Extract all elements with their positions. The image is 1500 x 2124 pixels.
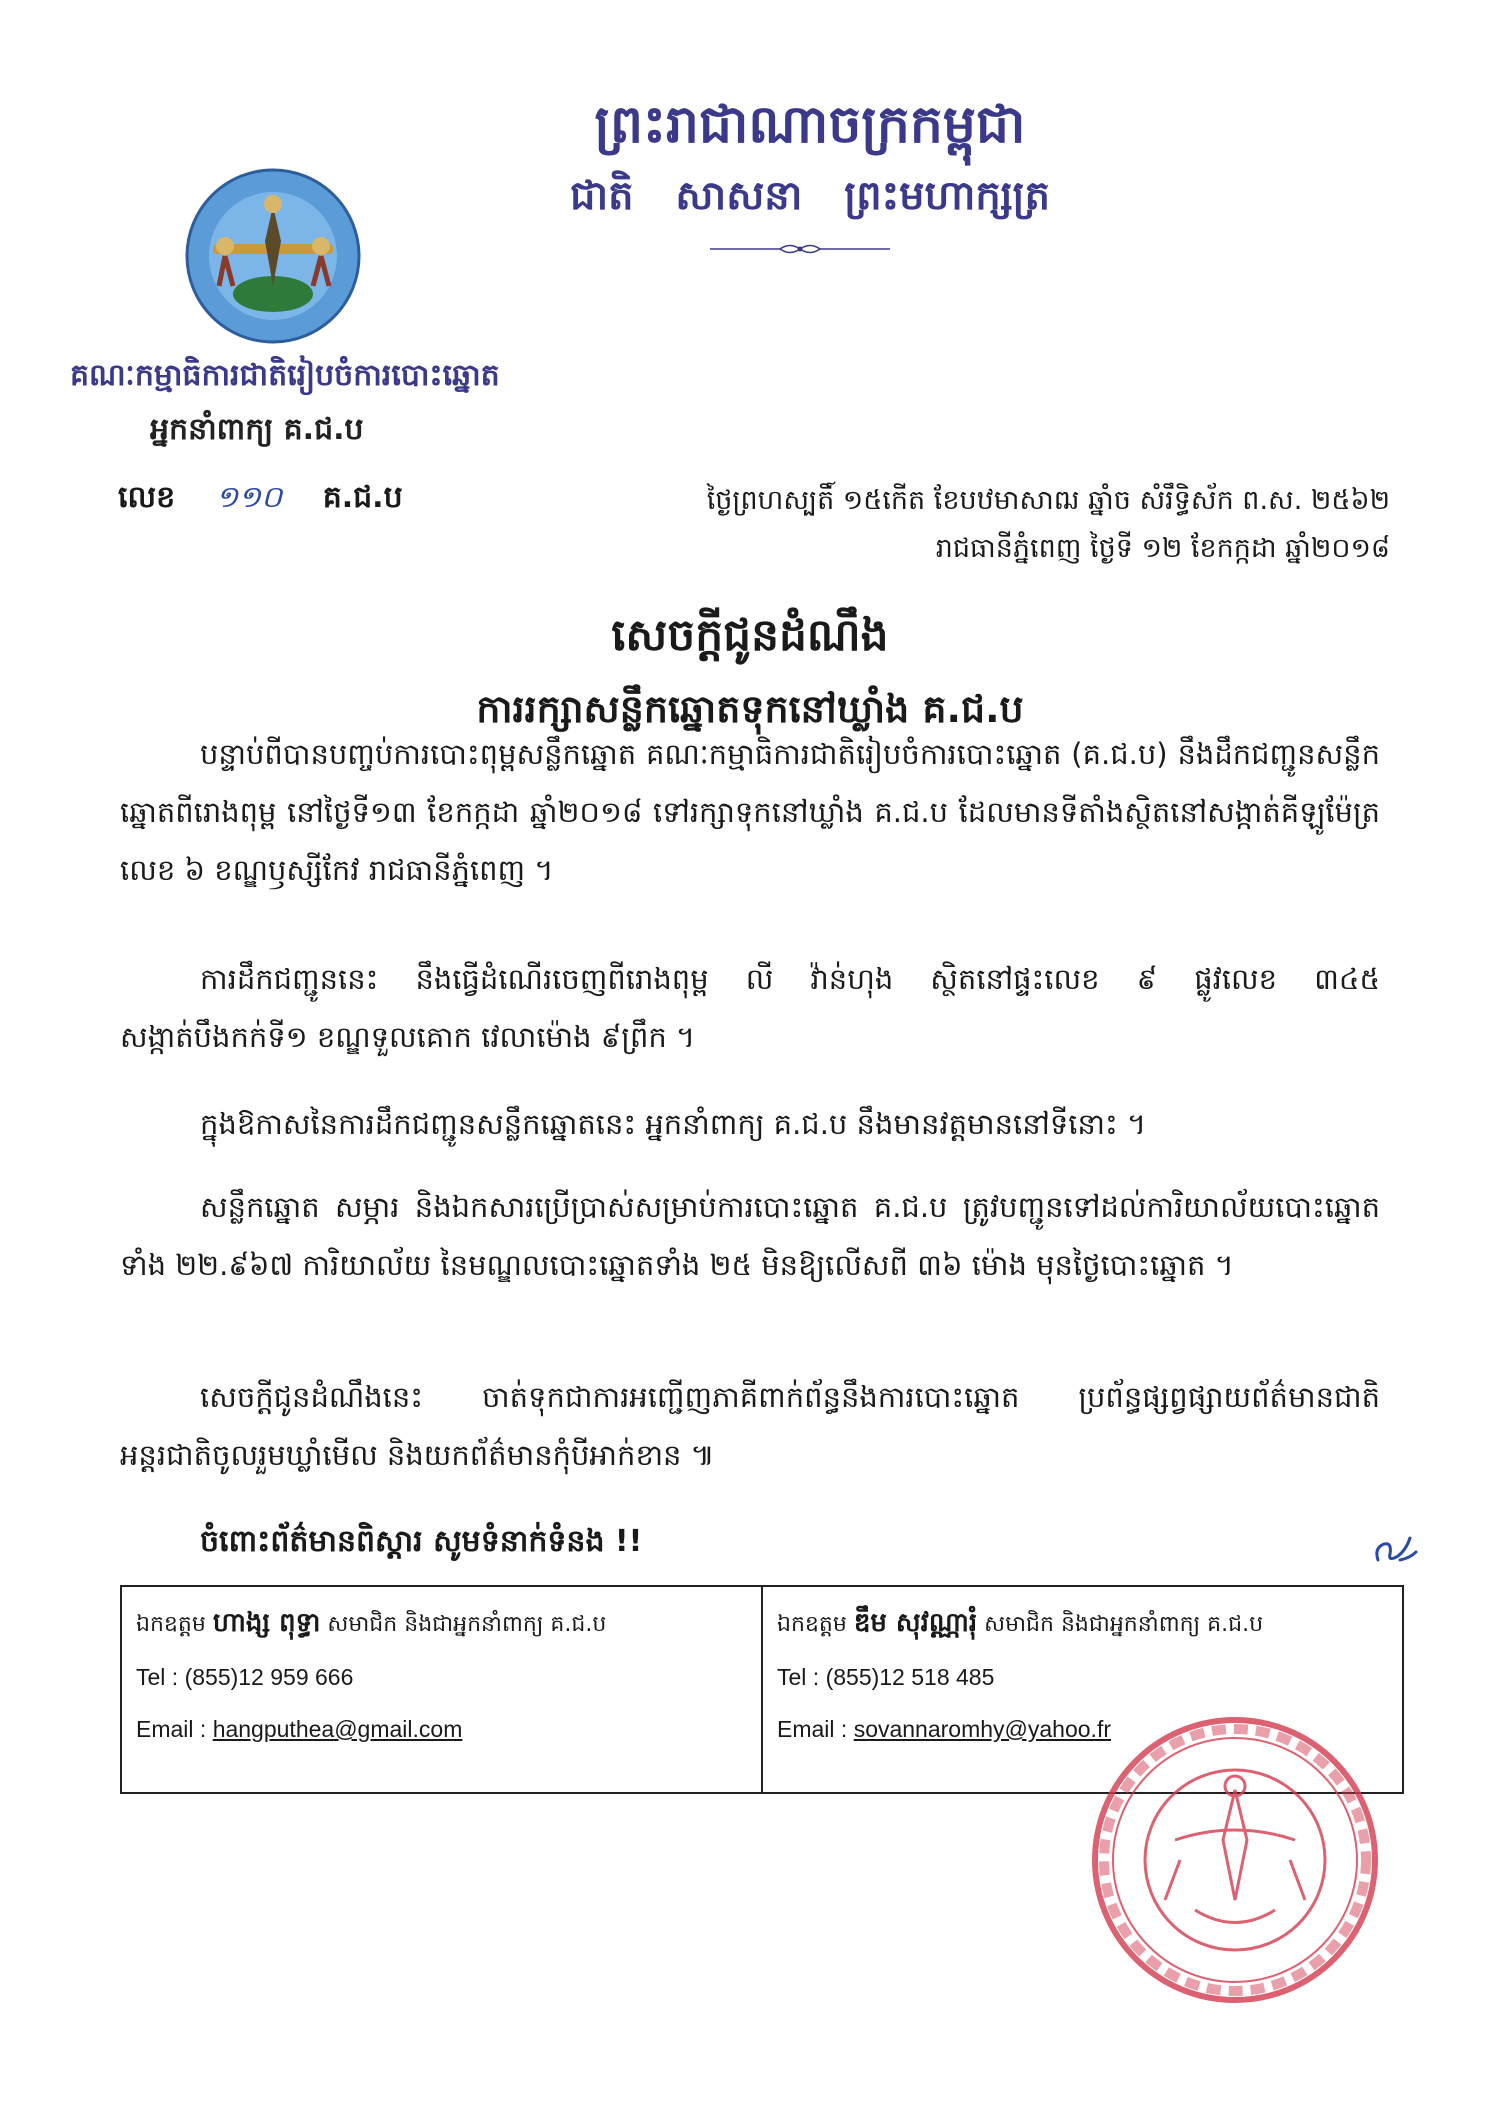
paragraph-text: ការដឹកជញ្ជូននេះ នឹងធ្វើដំណើរចេញពីរោងពុម្ព លី វ៉ាន់ហុង ស្ថិតនៅផ្ទះលេខ ៩ ផ្លូវលេខ ៣៤៥ សង្កាត់បឹងកក់ទី១ ខណ្ឌទួលគោក វេលាម៉ោង ៩ព្រឹក ។	[120, 962, 1380, 1054]
body-paragraph	[120, 1178, 1380, 1294]
paragraph-text: សន្លឹកឆ្នោត សម្ភារ និងឯកសារប្រើប្រាស់សម្រាប់ការបោះឆ្នោត គ.ជ.ប ត្រូវបញ្ជូនទៅដល់ការិយាល័យបោះឆ្នោតទាំង ២២.៩៦៧ ការិយាល័យ នៃមណ្ឌលបោះឆ្នោតទាំង ២៥ មិនឱ្យលើសពី ៣៦ ម៉ោង មុនថ្ងៃបោះឆ្នោត ។	[120, 1190, 1380, 1282]
document-title: សេចក្ដីជូនដំណឹង	[611, 610, 889, 661]
body-paragraph	[120, 950, 1380, 1066]
department-name: អ្នកនាំពាក្យ គ.ជ.ប	[150, 412, 364, 447]
contact-role: សមាជិក និងជាអ្នកនាំពាក្យ គ.ជ.ប	[984, 1612, 1264, 1637]
body-paragraph	[120, 1095, 1380, 1153]
contact-tel: Tel : (855)12 518 485	[777, 1664, 995, 1690]
contact-email-label: Email :	[136, 1716, 213, 1742]
lunar-date: ថ្ងៃព្រហស្បតិ៍ ១៥កើត ខែបឋមាសាឍ ឆ្នាំច សំរឹទ្ធិស័ក ព.ស. ២៥៦២	[706, 485, 1390, 516]
contact-name: ហាង្ស ពុទ្ធា	[212, 1608, 321, 1638]
kingdom-heading: ព្រះរាជាណាចក្រកម្ពុជា	[594, 95, 1026, 155]
contact-name: ឌឹម សុវណ្ណារុំ	[853, 1608, 978, 1638]
solar-date: រាជធានីភ្នំពេញ ថ្ងៃទី ១២ ខែកក្កដា ឆ្នាំ២០១៨	[935, 533, 1390, 564]
paragraph-text: សេចក្ដីជូនដំណឹងនេះ ចាត់ទុកជាការអញ្ជើញភាគីពាក់ព័ន្ធនឹងការបោះឆ្នោត ប្រព័ន្ធផ្សព្វផ្សាយព័ត៌មានជាតិ អន្តរជាតិចូលរួមឃ្លាំមើល និងយកព័ត៌មានកុំបីអាក់ខាន ៕	[120, 1380, 1380, 1472]
contact-prefix: ឯកឧត្តម	[136, 1612, 206, 1637]
contact-heading	[136, 1597, 747, 1651]
contact-prefix: ឯកឧត្តម	[777, 1612, 847, 1637]
contact-role: សមាជិក និងជាអ្នកនាំពាក្យ គ.ជ.ប	[327, 1612, 607, 1637]
paragraph-text: ក្នុងឱកាសនៃការដឹកជញ្ជូនសន្លឹកឆ្នោតនេះ អ្នកនាំពាក្យ គ.ជ.ប នឹងមានវត្តមាននៅទីនោះ ។	[200, 1107, 1147, 1141]
national-motto: ជាតិ សាសនា ព្រះមហាក្សត្រ	[570, 173, 1050, 219]
contact-tel: Tel : (855)12 959 666	[136, 1664, 354, 1690]
contact-email-link[interactable]: hangputhea@gmail.com	[212, 1716, 463, 1742]
closing-line: ចំពោះព័ត៌មានពិស្តារ សូមទំនាក់ទំនង !!	[200, 1524, 643, 1559]
document-number	[118, 478, 403, 522]
organization-name: គណៈកម្មាធិការជាតិរៀបចំការបោះឆ្នោត	[70, 358, 500, 393]
nec-emblem-icon	[183, 166, 363, 346]
contact-email-label: Email :	[777, 1716, 854, 1742]
official-seal-icon	[1085, 1710, 1385, 2010]
contact-card	[122, 1587, 761, 1792]
contact-email-row	[136, 1703, 747, 1755]
body-paragraph	[120, 725, 1380, 899]
contact-heading	[777, 1597, 1388, 1651]
handwritten-initials-icon	[1370, 1530, 1420, 1570]
contact-email-link[interactable]: sovannaromhy@yahoo.fr	[853, 1716, 1111, 1742]
document-number-label: លេខ	[118, 480, 176, 515]
ornamental-divider-icon	[710, 242, 890, 256]
document-number-suffix: គ.ជ.ប	[322, 480, 403, 515]
paragraph-text: បន្ទាប់ពីបានបញ្ចប់ការបោះពុម្ពសន្លឹកឆ្នោត គណៈកម្មាធិការជាតិរៀបចំការបោះឆ្នោត (គ.ជ.ប) នឹងដឹកជញ្ជូនសន្លឹកឆ្នោតពីរោងពុម្ព នៅថ្ងៃទី១៣ ខែកក្កដា ឆ្នាំ២០១៨ ទៅរក្សាទុកនៅឃ្លាំង គ.ជ.ប ដែលមានទីតាំងស្ថិតនៅសង្កាត់គីឡូម៉ែត្រលេខ ៦ ខណ្ឌឫស្សីកែវ រាជធានីភ្នំពេញ ។	[120, 737, 1380, 887]
document-subtitle: ការរក្សាសន្លឹកឆ្នោតទុកនៅឃ្លាំង គ.ជ.ប	[476, 687, 1024, 731]
document-number-value: ១១០	[215, 480, 283, 515]
body-paragraph	[120, 1368, 1380, 1484]
